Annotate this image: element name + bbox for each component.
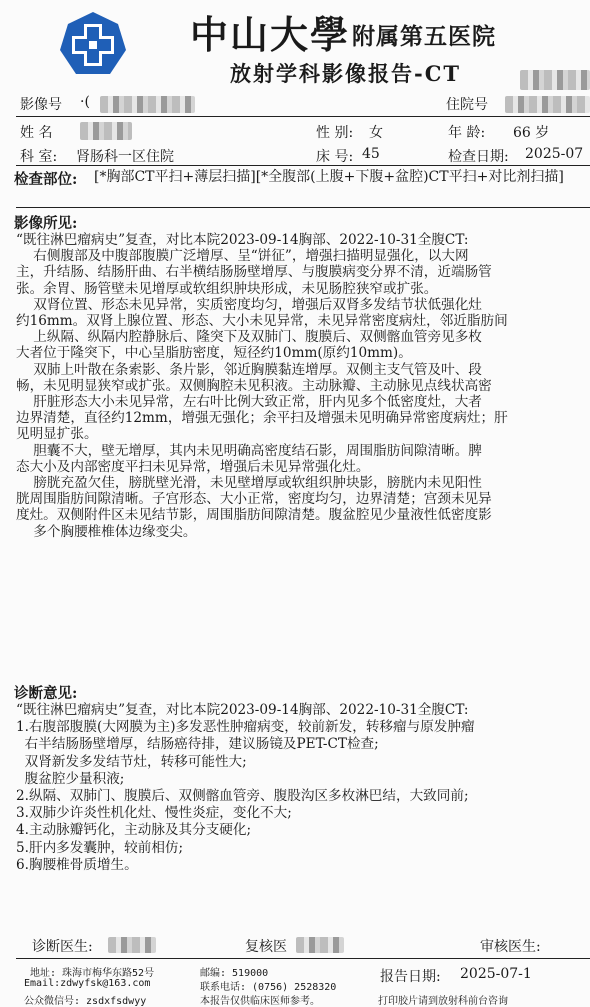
redacted-block — [100, 96, 195, 113]
diagnosis-line: 6.胸腰椎骨质增生。 — [16, 856, 138, 873]
footer-phone: 联系电话: (0756) 2528320 — [200, 982, 337, 993]
department-value: 肾肠科一区住院 — [76, 149, 174, 165]
diagnosis-line: 双肾新发多发结节灶，转移可能性大; — [16, 753, 247, 770]
sex-value: 女 — [369, 125, 383, 141]
findings-line: 双肺上叶散在条索影、条片影，邻近胸膜黏连增厚。双侧主支气管及叶、段 — [16, 361, 482, 378]
findings-line: 大者位于隆突下，中心呈脂肪密度，短径约10mm(原约10mm)。 — [16, 345, 412, 362]
exam-section-label: 检查部位: — [14, 171, 78, 188]
findings-line: 张。余胃、肠管壁未见增厚或软组织肿块形成，未见肠腔狭窄或扩张。 — [16, 280, 438, 297]
findings-line: 双肾位置、形态未见异常，实质密度均匀，增强后双肾多发结节状低强化灶 — [16, 296, 482, 313]
findings-line: 主，升结肠、结肠肝曲、右半横结肠肠壁增厚、与腹膜病变分界不清，近端肠管 — [16, 264, 492, 281]
bed-label: 床 号: — [316, 149, 354, 165]
findings-line: 右侧腹部及中腹部腹膜广泛增厚、呈“饼征”，增强扫描明显强化，以大网 — [16, 248, 469, 265]
findings-line: 畅，未见明显狭窄或扩张。双侧胸腔未见积液。主动脉瓣、主动脉见点线状高密 — [16, 377, 492, 394]
diagnosis-title: 诊断意见: — [14, 685, 78, 702]
image-number-label: 影像号 — [20, 97, 62, 113]
name-label: 姓 名 — [20, 125, 53, 141]
diagnosis-line: 腹盆腔少量积液; — [16, 770, 125, 787]
admission-number-label: 住院号 — [446, 97, 488, 113]
diagnosis-line: 4.主动脉瓣钙化，主动脉及其分支硬化; — [16, 822, 252, 839]
exam-date-value: 2025-07 — [525, 146, 584, 162]
findings-text — [16, 232, 590, 540]
report-title: 放射学科影像报告-CT — [230, 61, 462, 86]
diagnosis-text — [16, 702, 590, 874]
redacted-block — [505, 96, 590, 113]
footer-postcode: 邮编: 519000 — [200, 968, 269, 979]
diagnosis-line: 1.右腹部腹膜(大网膜为主)多发恶性肿瘤病变，较前新发，转移瘤与原发肿瘤 — [16, 719, 475, 736]
findings-line: 上纵隔、纵隔内腔静脉后、隆突下及双肺门、腹膜后、双侧髂血管旁见多枚 — [16, 329, 482, 346]
hospital-name: 中山大學 — [190, 12, 351, 57]
footer-address: 地址: 珠海市梅华东路52号 — [30, 968, 155, 979]
redacted-block — [520, 70, 590, 90]
findings-line: 度灶。双侧附件区未见结节影，周围脂肪间隙清楚。腹盆腔见少量液性低密度影 — [16, 507, 492, 524]
auditing-doctor-label: 审核医生: — [480, 939, 541, 955]
diagnosis-line: “既往淋巴瘤病史”复查，对比本院2023-09-14胸部、2022-10-31全腹CT: — [16, 702, 469, 718]
redacted-block — [108, 937, 156, 953]
footer-print-note: 打印胶片请到放射科前台咨询 — [378, 996, 508, 1007]
findings-line: 边界清楚，直径约12mm，增强无强化；余平扫及增强未见明确异常密度病灶；肝 — [16, 410, 508, 427]
age-value: 66 岁 — [513, 125, 550, 141]
age-label: 年 龄: — [448, 125, 486, 141]
redacted-block — [296, 937, 344, 953]
footer-wechat: 公众微信号: zsdxfsdwyy — [24, 996, 147, 1007]
findings-line: 多个胸腰椎椎体边缘变尖。 — [16, 523, 197, 540]
findings-title: 影像所见: — [14, 215, 78, 232]
reviewing-doctor-label: 复核医 — [245, 939, 287, 955]
findings-line: 胱周围脂肪间隙清晰。子宫形态、大小正常，密度均匀，边界清楚；宫颈未见异 — [16, 491, 492, 508]
diagnosis-line: 3.双肺少许炎性机化灶、慢性炎症，变化不大; — [16, 805, 292, 822]
sex-label: 性 别: — [316, 125, 354, 141]
divider-line — [16, 207, 590, 208]
findings-line: 肝脏形态大小未见异常，左右叶比例大致正常，肝内见多个低密度灶，大者 — [16, 394, 482, 411]
findings-line: 见明显扩张。 — [16, 426, 98, 443]
divider-line — [16, 165, 590, 166]
exam-items: [*胸部CT平扫+薄层扫描][*全腹部(上腹+下腹+盆腔)CT平扫+对比剂扫描] — [94, 169, 564, 185]
footer-disclaimer: 本报告仅供临床医师参考。 — [200, 996, 320, 1007]
divider-line — [16, 116, 590, 117]
findings-line: 胆囊不大，壁无增厚，其内未见明确高密度结石影，周围脂肪间隙清晰。脾 — [16, 442, 482, 459]
findings-line: “既往淋巴瘤病史”复查，对比本院2023-09-14胸部、2022-10-31全腹CT: — [16, 232, 469, 248]
footer-email: Email:zdwyfsk@163.com — [24, 978, 151, 989]
diagnosis-line: 2.纵隔、双肺门、腹膜后、双侧髂血管旁、腹股沟区多枚淋巴结，大致同前; — [16, 788, 469, 805]
diagnosis-line: 右半结肠肠壁增厚，结肠癌待排，建议肠镜及PET-CT检查; — [16, 736, 379, 753]
findings-line: 约16mm。双肾上腺位置、形态、大小未见异常，未见异常密度病灶，邻近脂肪间 — [16, 313, 508, 330]
divider-line — [16, 958, 590, 959]
report-date-value: 2025-07-1 — [460, 966, 532, 982]
hospital-cross-logo-icon — [58, 10, 128, 80]
image-number-value: ·( — [80, 94, 90, 110]
department-label: 科 室: — [20, 149, 58, 165]
redacted-block — [80, 122, 132, 140]
findings-line: 膀胱充盈欠佳，膀胱壁光滑，未见壁增厚或软组织肿块影，膀胱内未见阳性 — [16, 475, 482, 492]
diagnosing-doctor-label: 诊断医生: — [32, 939, 93, 955]
hospital-subtitle: 附属第五医院 — [352, 23, 496, 50]
report-date-label: 报告日期: — [380, 969, 441, 985]
exam-date-label: 检查日期: — [448, 149, 509, 165]
diagnosis-line: 5.肝内多发囊肿，较前相仿; — [16, 839, 184, 856]
bed-value: 45 — [362, 146, 380, 162]
findings-line: 态大小及内部密度平扫未见异常，增强后未见异常强化灶。 — [16, 458, 370, 475]
